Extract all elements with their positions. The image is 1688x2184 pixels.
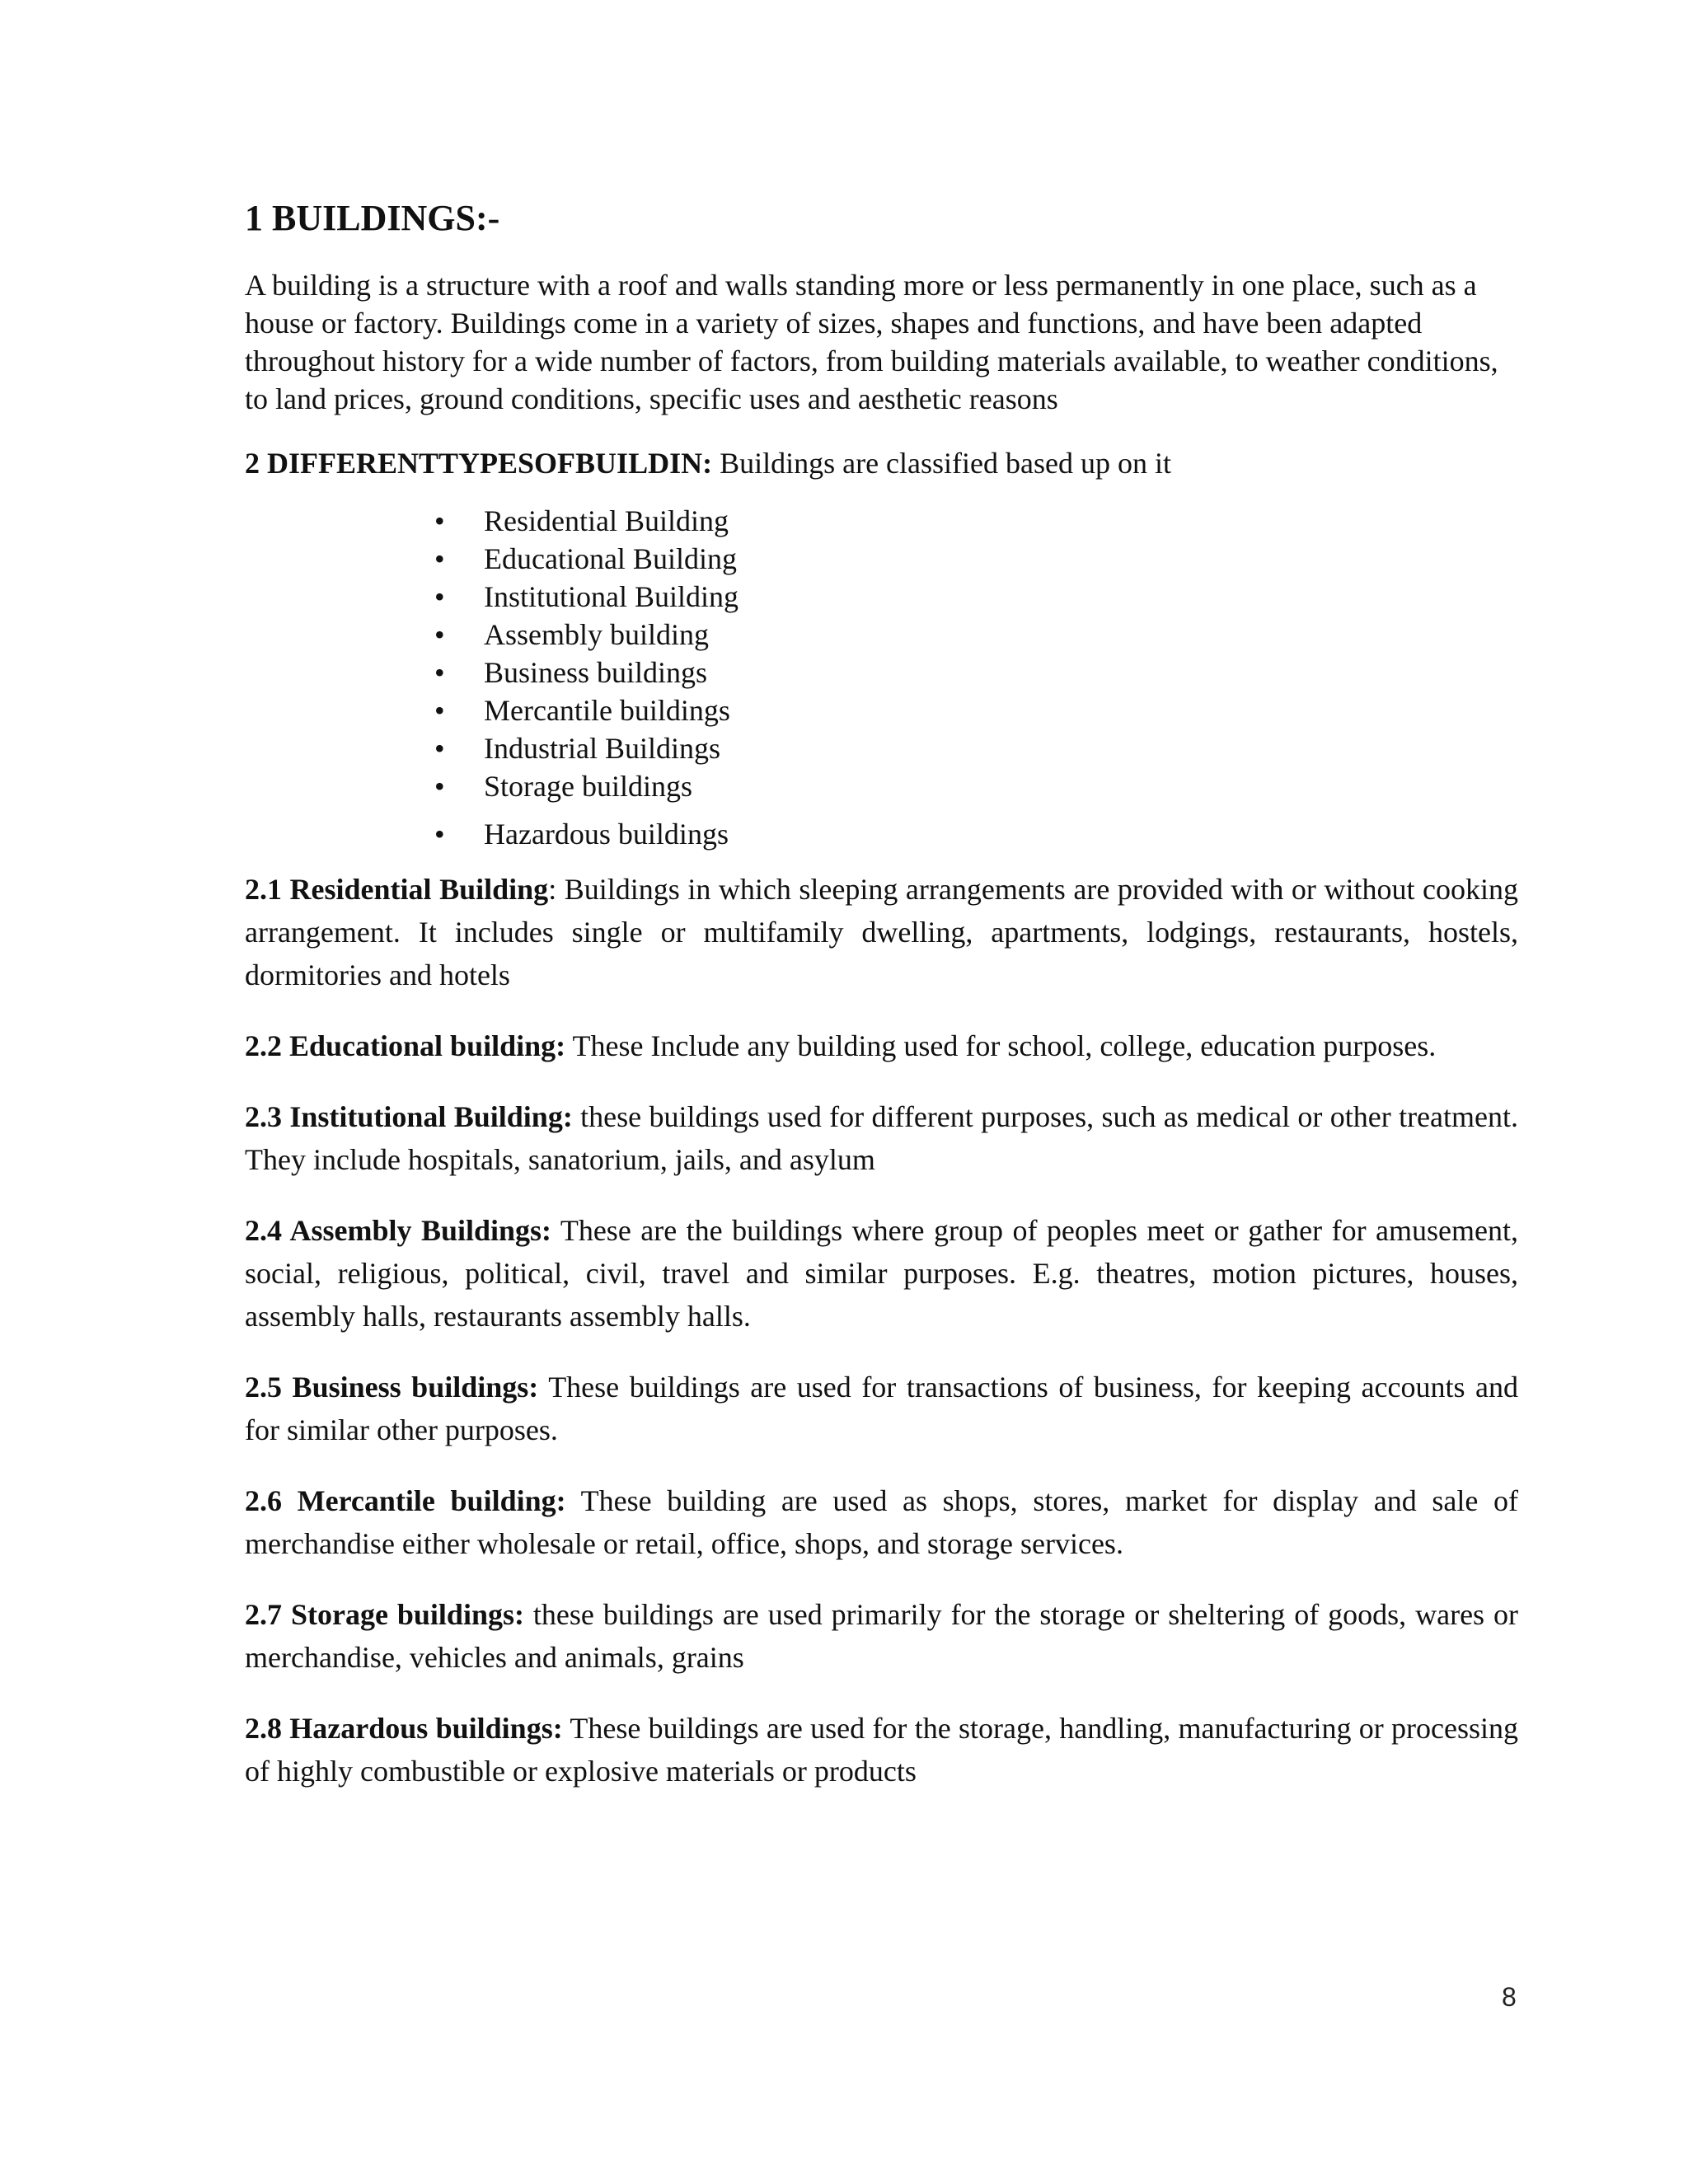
list-item-label: Hazardous buildings xyxy=(484,818,729,851)
section-storage-buildings xyxy=(245,1593,1518,1679)
list-item xyxy=(434,616,1518,654)
list-item xyxy=(434,654,1518,691)
section-label: 2.2 Educational building: xyxy=(245,1029,566,1062)
section-text: these buildings are used primarily for the storage or sheltering of goods, wares or merchandise, vehicles and animals, grains xyxy=(245,1598,1518,1674)
intro-paragraph: A building is a structure with a roof and walls standing more or less permanently in one place, such as a house or factory. Buildings come in a variety of sizes, shapes and functions, and have been adapted throughout history for a wide number of factors, from building materials available, to weather conditions, to land prices, ground conditions, specific uses and aesthetic reasons xyxy=(245,269,1498,415)
bullet-glyph: • xyxy=(434,732,445,765)
section-mercantile-building xyxy=(245,1479,1518,1565)
list-item xyxy=(434,691,1518,729)
section-label: 2.6 Mercantile building: xyxy=(245,1484,566,1517)
bullet-glyph: • xyxy=(434,770,445,803)
section-label: 2.8 Hazardous buildings: xyxy=(245,1712,563,1745)
section-text: These Include any building used for school, college, education purposes. xyxy=(565,1029,1437,1062)
list-item-label: Industrial Buildings xyxy=(484,732,720,765)
section-assembly-buildings xyxy=(245,1209,1518,1338)
page-content xyxy=(245,194,1518,1821)
bullet-glyph: • xyxy=(434,656,445,689)
section-text: : Buildings in which sleeping arrangements are provided with or without cooking arrangement. It includes single or multifamily dwelling, apartments, lodgings, restaurants, hostels, dormitories and hotels xyxy=(245,873,1518,991)
list-item xyxy=(434,729,1518,767)
types-heading-text: Buildings are classified based up on it xyxy=(712,447,1171,480)
list-item-label: Assembly building xyxy=(484,618,710,651)
section-text: These building are used as shops, stores, market for display and sale of merchandise either wholesale or retail, office, shops, and storage services. xyxy=(245,1484,1518,1560)
list-item xyxy=(434,815,1518,853)
list-item xyxy=(434,578,1518,616)
bullet-glyph: • xyxy=(434,618,445,651)
section-residential-building xyxy=(245,868,1518,996)
section-label: 2.5 Business buildings: xyxy=(245,1371,539,1404)
section-text: these buildings used for different purposes, such as medical or other treatment. They include hospitals, sanatorium, jails, and asylum xyxy=(245,1100,1518,1176)
list-item xyxy=(434,502,1518,540)
section-text: These buildings are used for the storage, handling, manufacturing or processing of highly combustible or explosive materials or products xyxy=(245,1712,1518,1788)
types-heading-label: 2 DIFFERENTTYPESOFBUILDIN: xyxy=(245,447,713,480)
list-item-label: Residential Building xyxy=(484,504,729,537)
section-institutional-building xyxy=(245,1095,1518,1181)
list-item-label: Institutional Building xyxy=(484,580,739,613)
section-text: These buildings are used for transactions of business, for keeping accounts and for similar other purposes. xyxy=(245,1371,1519,1446)
list-item xyxy=(434,767,1518,805)
list-item-label: Storage buildings xyxy=(484,770,692,803)
section-heading-buildings: 1 BUILDINGS:- xyxy=(245,198,500,238)
section-label: 2.3 Institutional Building: xyxy=(245,1100,573,1133)
section-business-buildings xyxy=(245,1366,1518,1451)
section-text: These are the buildings where group of peoples meet or gather for amusement, social, religious, political, civil, travel and similar purposes. E.g. theatres, motion pictures, houses, assembly halls, restaurants assembly halls. xyxy=(245,1214,1518,1333)
section-label: 2.1 Residential Building xyxy=(245,873,549,906)
list-item-label: Business buildings xyxy=(484,656,708,689)
list-item-label: Educational Building xyxy=(484,542,737,575)
section-educational-building xyxy=(245,1024,1518,1067)
types-heading-line xyxy=(245,444,1518,482)
bullet-glyph: • xyxy=(434,580,445,613)
building-types-list xyxy=(245,502,1518,853)
section-label: 2.7 Storage buildings: xyxy=(245,1598,524,1631)
bullet-glyph: • xyxy=(434,694,445,727)
bullet-glyph: • xyxy=(434,818,445,851)
section-hazardous-buildings xyxy=(245,1707,1518,1793)
list-item-label: Mercantile buildings xyxy=(484,694,730,727)
page-number: 8 xyxy=(1502,1982,1517,2012)
section-label: 2.4 Assembly Buildings: xyxy=(245,1214,552,1247)
bullet-glyph: • xyxy=(434,504,445,537)
bullet-glyph: • xyxy=(434,542,445,575)
list-item xyxy=(434,540,1518,578)
